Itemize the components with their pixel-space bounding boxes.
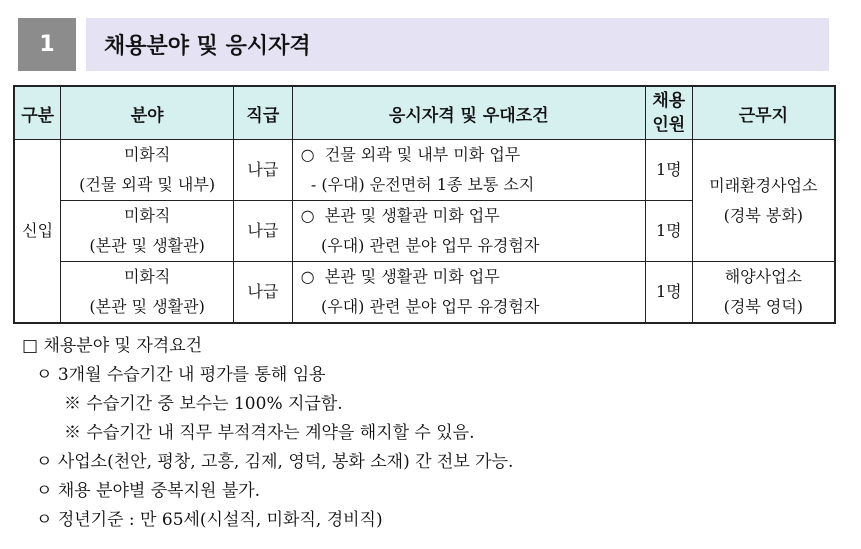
- note-item: ㅇ 채용 분야별 중복지원 불가.: [36, 481, 261, 501]
- header-count: 채용 인원: [645, 86, 692, 140]
- note-item: ㅇ 3개월 수습기간 내 평가를 통해 임용: [36, 365, 326, 385]
- count-cell: 1명: [645, 201, 692, 262]
- table-row: [14, 140, 835, 201]
- table-header-row: [14, 86, 835, 140]
- header-conditions: 응시자격 및 우대조건: [292, 86, 645, 140]
- location-cell: 미래환경사업소 (경북 봉화): [692, 140, 835, 262]
- conditions-cell: ○ 건물 외곽 및 내부 미화 업무 - (우대) 운전면허 1종 보통 소지: [292, 140, 645, 201]
- grade-cell: 나급: [233, 140, 292, 201]
- header-field: 분야: [61, 86, 234, 140]
- grade-cell: 나급: [233, 262, 292, 324]
- grade-cell: 나급: [233, 201, 292, 262]
- field-cell: 미화직 (건물 외곽 및 내부): [61, 140, 234, 201]
- recruitment-table: [13, 85, 836, 324]
- category-cell: 신입: [14, 140, 61, 324]
- section-title: 채용분야 및 응시자격: [86, 18, 829, 71]
- section-number: 1: [18, 18, 76, 71]
- conditions-cell: ○ 본관 및 생활관 미화 업무 (우대) 관련 분야 업무 유경험자: [292, 201, 645, 262]
- location-cell: 해양사업소 (경북 영덕): [692, 262, 835, 324]
- requirements-notes: [22, 332, 513, 535]
- section-header: [18, 18, 829, 71]
- field-cell: 미화직 (본관 및 생활관): [61, 262, 234, 324]
- header-category: 구분: [14, 86, 61, 140]
- count-cell: 1명: [645, 262, 692, 324]
- note-subitem: ※ 수습기간 내 직무 부적격자는 계약을 해지할 수 있음.: [64, 423, 475, 443]
- header-location: 근무지: [692, 86, 835, 140]
- notes-heading: □ 채용분야 및 자격요건: [22, 336, 203, 356]
- note-item: ㅇ 사업소(천안, 평창, 고흥, 김제, 영덕, 봉화 소재) 간 전보 가능.: [36, 452, 514, 472]
- count-cell: 1명: [645, 140, 692, 201]
- note-subitem: ※ 수습기간 중 보수는 100% 지급함.: [64, 394, 343, 414]
- conditions-cell: ○ 본관 및 생활관 미화 업무 (우대) 관련 분야 업무 유경험자: [292, 262, 645, 324]
- table-row: [14, 262, 835, 324]
- field-cell: 미화직 (본관 및 생활관): [61, 201, 234, 262]
- note-item: ㅇ 정년기준 : 만 65세(시설직, 미화직, 경비직): [36, 510, 383, 530]
- header-grade: 직급: [233, 86, 292, 140]
